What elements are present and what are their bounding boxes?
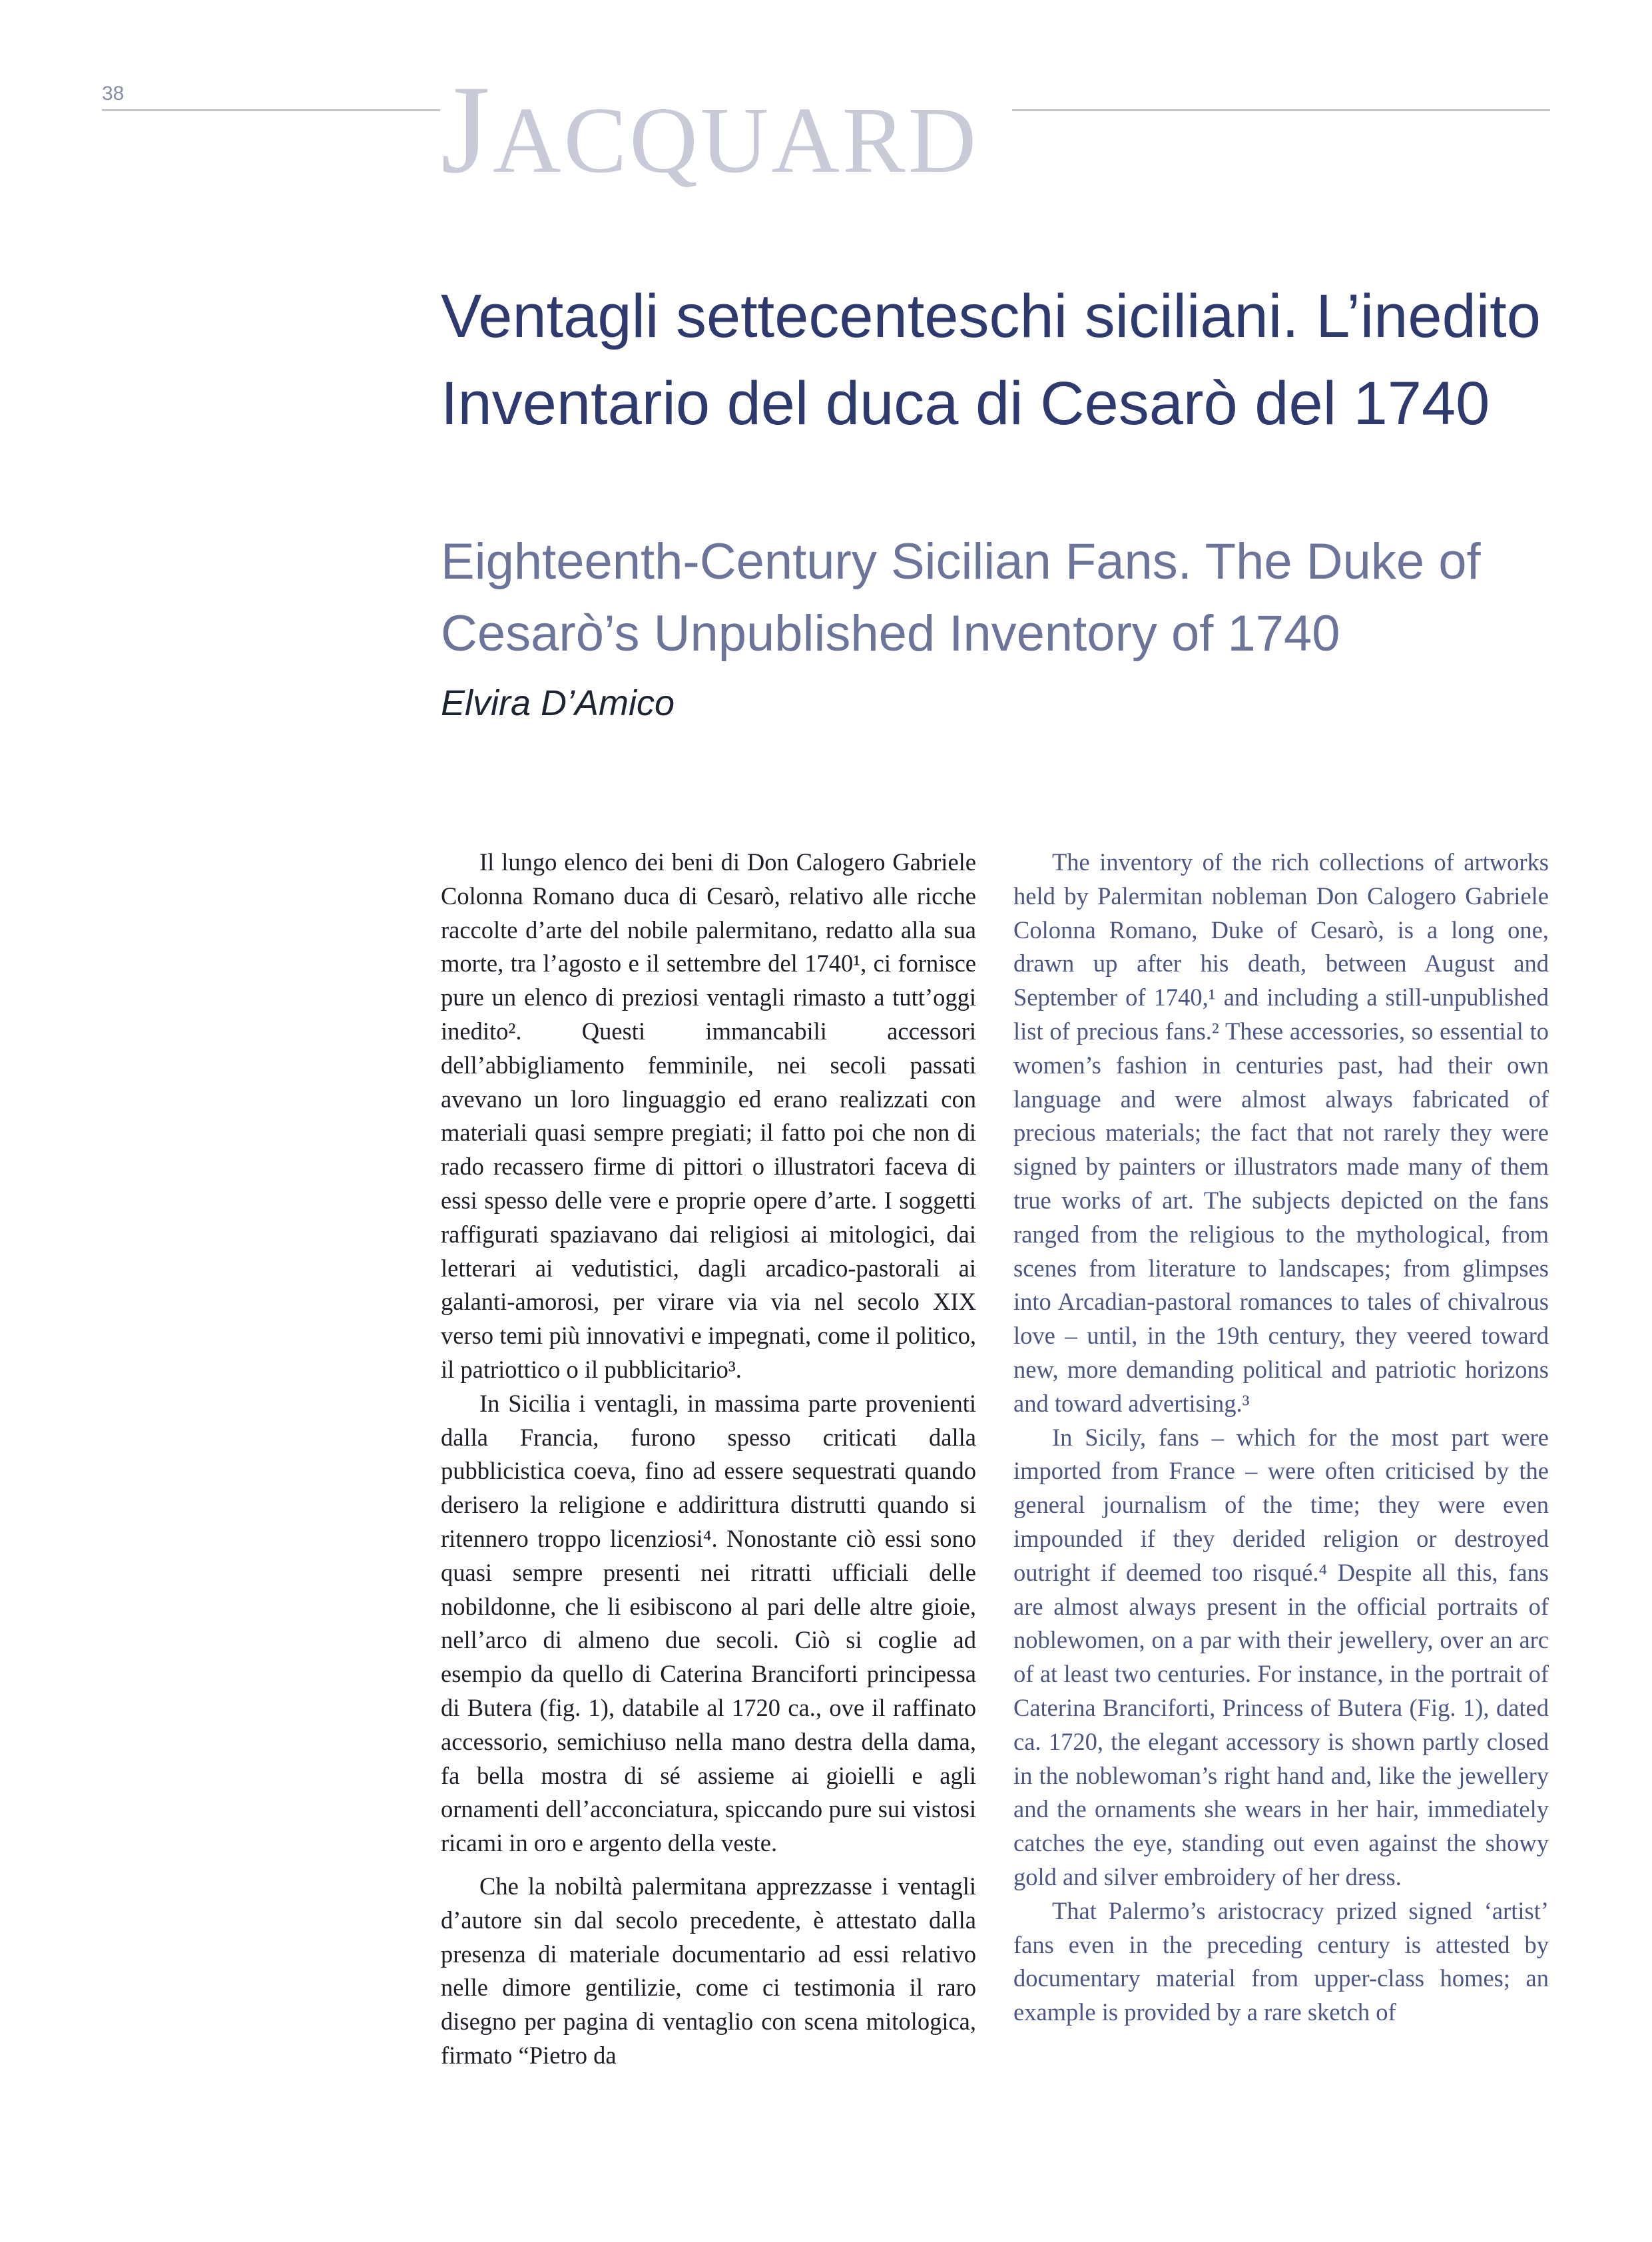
journal-masthead — [441, 60, 979, 200]
article-title-english: Eighteenth-Century Sicilian Fans. The Duke of Cesarò’s Unpublished Inventory of 1740 — [441, 533, 1481, 662]
italian-text-column — [441, 846, 976, 2073]
english-text-column — [1013, 846, 1549, 2030]
english-paragraph-2: In Sicily, fans – which for the most part were imported from France – were often criticised by the general journalism of the time; they were even impounded if they derided religion or destroyed outright if deemed too risqué.⁴ Despite all this, fans are almost always present in the official portraits of noblewomen, on a par with their jewellery, over an arc of at least two centuries. For instance, in the portrait of Caterina Branciforti, Princess of Butera (Fig. 1), dated ca. 1720, the elegant accessory is shown partly closed in the noblewoman’s right hand and, like the jewellery and the ornaments she wears in her hair, immediately catches the eye, standing out even against the showy gold and silver embroidery of her dress. — [1013, 1423, 1549, 1890]
header-rule-left — [102, 109, 440, 111]
italian-paragraph-3: Che la nobiltà palermitana apprezzasse i ventagli d’autore sin dal secolo precedente, è attestato dalla presenza di materiale documentario ad essi relativo nelle dimore gentilizie, come ci testimonia il raro disegno per pagina di ventaglio con scena mitologica, firmato “Pietro da — [441, 1872, 976, 2069]
article-author: Elvira D’Amico — [441, 683, 675, 723]
masthead-rest: ACQUARD — [492, 87, 979, 192]
italian-paragraph-2: In Sicilia i ventagli, in massima parte provenienti dalla Francia, furono spesso criticati dalla pubblicistica coeva, fino ad essere sequestrati quando derisero la religione e addirittura distrutti quando si ritennero troppo licenziosi⁴. Nonostante ciò essi sono quasi sempre presenti nei ritratti ufficiali delle nobildonne, che li esibiscono al pari delle altre gioie, nell’arco di almeno due secoli. Ciò si coglie ad esempio da quello di Caterina Branciforti principessa di Butera (fig. 1), databile al 1720 ca., ove il raffinato accessorio, semichiuso nella mano destra della dama, fa bella mostra di sé assieme ai gioielli e agli ornamenti dell’acconciatura, spiccando pure sui vistosi ricami in oro e argento della veste. — [441, 1389, 976, 1857]
article-title-italian: Ventagli settecenteschi siciliani. L’inedito Inventario del duca di Cesarò del 1740 — [441, 282, 1541, 437]
english-paragraph-1: The inventory of the rich collections of artworks held by Palermitan nobleman Don Calogero Gabriele Colonna Romano, Duke of Cesarò, is a long one, drawn up after his death, between August and September of 1740,¹ and including a still-unpublished list of precious fans.² These accessories, so essential to women’s fashion in centuries past, had their own language and were almost always fabricated of precious materials; the fact that not rarely they were signed by painters or illustrators made many of them true works of art. The subjects depicted on the fans ranged from the religious to the mythological, from scenes from literature to landscapes; from glimpses into Arcadian-pastoral romances to tales of chivalrous love – until, in the 19th century, they veered toward new, more demanding political and patriotic horizons and toward advertising.³ — [1013, 848, 1549, 1417]
header-rule-right — [1012, 109, 1550, 111]
english-paragraph-3: That Palermo’s aristocracy prized signed ‘artist’ fans even in the preceding century is attested by documentary material from upper-class homes; an example is provided by a rare sketch of — [1013, 1896, 1549, 2026]
masthead-initial: J — [441, 60, 493, 200]
page-number: 38 — [102, 83, 125, 105]
italian-paragraph-1: Il lungo elenco dei beni di Don Calogero Gabriele Colonna Romano duca di Cesarò, relativo alle ricche raccolte d’arte del nobile palermitano, redatto alla sua morte, tra l’agosto e il settembre del 1740¹, ci fornisce pure un elenco di preziosi ventagli rimasto a tutt’oggi inedito². Questi immancabili accessori dell’abbigliamento femminile, nei secoli passati avevano un loro linguaggio ed erano realizzati con materiali quasi sempre pregiati; il fatto poi che non di rado recassero firme di pittori o illustratori faceva di essi spesso delle vere e proprie opere d’arte. I soggetti raffigurati spaziavano dai religiosi ai mitologici, dai letterari ai vedutistici, dagli arcadico-pastorali ai galanti-amorosi, per virare via via nel secolo XIX verso temi più innovativi e impegnati, come il politico, il patriottico o il pubblicitario³. — [441, 848, 976, 1383]
